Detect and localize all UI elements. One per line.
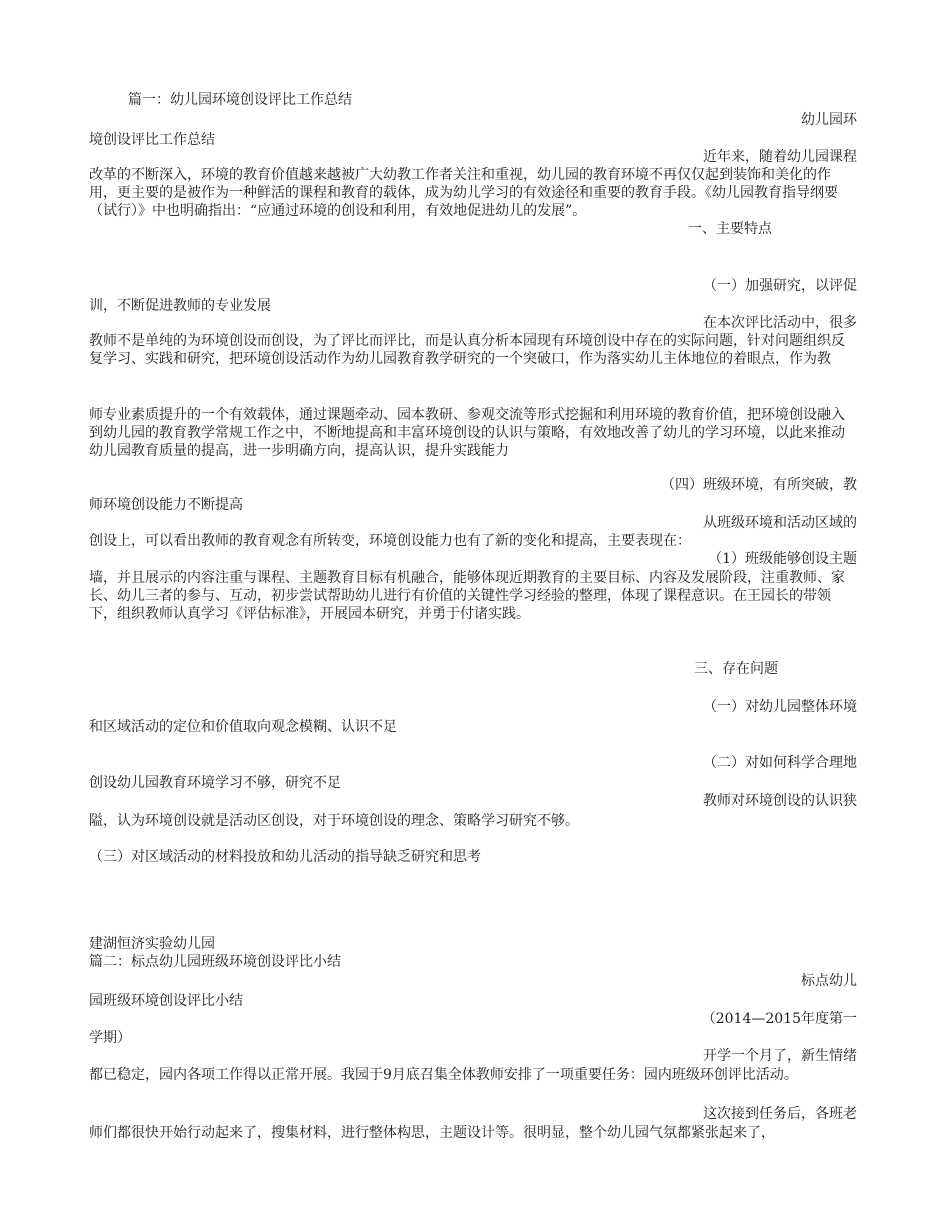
problem-2-part1: （二）对如何科学合理地	[703, 755, 857, 771]
term-part1: （2014—2015年度第一	[701, 1011, 857, 1027]
problem-2-detail-lead: 教师对环境创设的认识狭	[703, 793, 857, 809]
article-1-title-part2: 境创设评比工作总结	[89, 132, 215, 148]
intro-paragraph: 改革的不断深入，环境的教育价值越来越被广大幼教工作者关注和重视，幼儿园的教育环境不再仅仅起到装饰和美化的作用，更主要的是被作为一种鲜活的课程和教育的载体，成为幼儿学习的有效途径和重要的教育手段。《幼儿园教育指导纲要（试行）》中也明确指出：“应通过环境的创设和利用，有效地促进幼儿的发展”。	[89, 167, 838, 219]
section-problems: 三、存在问题	[694, 661, 778, 677]
problem-2-detail: 隘，认为环境创设就是活动区创设，对于环境创设的理念、策略学习研究不够。	[89, 813, 579, 829]
subheading-1-part1: （一）加强研究，以评促	[703, 278, 857, 294]
article-2-title-part1: 标点幼儿	[801, 973, 857, 989]
para-4-body: 创设上，可以看出教师的教育观念有所转变，环境创设能力也有了新的变化和提高，主要表现在：	[89, 533, 691, 549]
problem-1-part2: 和区域活动的定位和价值取向观念模糊、认识不足	[89, 719, 397, 735]
article-1-heading: 篇一：幼儿园环境创设评比工作总结	[128, 92, 352, 108]
subheading-4-part1: （四）班级环境，有所突破，教	[661, 477, 857, 493]
para-4-lead: 从班级环境和活动区域的	[703, 515, 857, 531]
section-main-features: 一、主要特点	[688, 221, 772, 237]
para-2-body: 都已稳定，园内各项工作得以正常开展。我园于9月底召集全体教师安排了一项重要任务：园内班级环创评比活动。	[89, 1067, 798, 1083]
signature: 建湖恒济实验幼儿园	[89, 936, 215, 952]
article-2-heading: 篇二：标点幼儿园班级环境创设评比小结	[89, 954, 341, 970]
para-3-body: 师们都很快开始行动起来了，搜集材料，进行整体构思，主题设计等。很明显，整个幼儿园气氛都紧张起来了，	[89, 1125, 775, 1141]
problem-1-part1: （一）对幼儿园整体环境	[703, 699, 857, 715]
problem-3: （三）对区域活动的材料投放和幼儿活动的指导缺乏研究和思考	[89, 849, 481, 865]
intro-lead: 近年来，随着幼儿园课程	[703, 149, 857, 165]
para-2-lead: 开学一个月了，新生情绪	[703, 1048, 857, 1064]
para-3-lead: 这次接到任务后，各班老	[703, 1106, 857, 1122]
para-1-continued: 师专业素质提升的一个有效载体，通过课题牵动、园本教研、参观交流等形式挖掘和利用环境的教育价值，把环境创设融入到幼儿园的教育教学常规工作之中，不断地提高和丰富环境创设的认识与策略，有效地改善了幼儿的学习环境，以此来推动幼儿园教育质量的提高，进一步明确方向，提高认识，提升实践能力	[89, 407, 845, 459]
term-part2: 学期）	[89, 1030, 131, 1046]
problem-2-part2: 创设幼儿园教育环境学习不够，研究不足	[89, 775, 341, 791]
item-1-lead: （1）班级能够创设主题	[708, 551, 857, 567]
para-1-body: 教师不是单纯的为环境创设而创设，为了评比而评比，而是认真分析本园现有环境创设中存在的实际问题，针对问题组织反复学习、实践和研究，把环境创设活动作为幼儿园教育教学研究的一个突破口，作为落实幼儿主体地位的着眼点，作为教	[89, 333, 845, 367]
item-1-body: 墙，并且展示的内容注重与课程、主题教育目标有机融合，能够体现近期教育的主要目标、内容及发展阶段，注重教师、家长、幼儿三者的参与、互动，初步尝试帮助幼儿进行有价值的关键性学习经验的整理，体现了课程意识。在王园长的带领下，组织教师认真学习《评估标准》，开展园本研究，并勇于付诸实践。	[89, 570, 845, 622]
subheading-4-part2: 师环境创设能力不断提高	[89, 497, 243, 513]
para-1-lead: 在本次评比活动中，很多	[703, 315, 857, 331]
article-1-title-part1: 幼儿园环	[801, 112, 857, 128]
subheading-1-part2: 训，不断促进教师的专业发展	[89, 298, 271, 314]
article-2-title-part2: 园班级环境创设评比小结	[89, 993, 243, 1009]
